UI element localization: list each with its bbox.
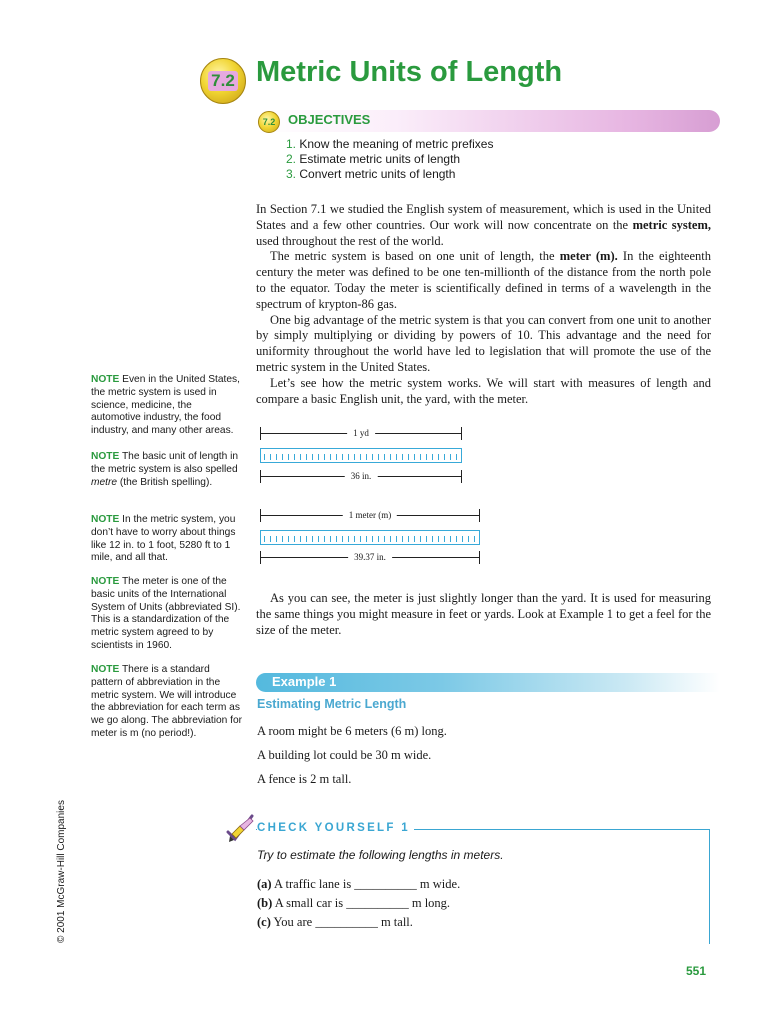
- example-subtitle: Estimating Metric Length: [257, 697, 407, 711]
- check-yourself-title: CHECK YOURSELF 1: [257, 822, 414, 834]
- meter-dimension: [260, 509, 480, 523]
- paragraph: One big advantage of the metric system is that you can convert from one unit to another by simply multiplying or dividing by powers of 10. This advantage and the need for uniformity throughout the world have led to legislation that will promote the use of the metric system in the United States.: [256, 312, 711, 374]
- meter-ruler: [260, 530, 480, 545]
- check-item: (c) You are __________ m tall.: [257, 915, 413, 929]
- paragraph: In Section 7.1 we studied the English system of measurement, which is used in the United States and a few other countries. Our work will now concentrate on the metric system, used throughout the rest of the world.: [256, 202, 711, 248]
- objectives-list: [286, 137, 493, 182]
- margin-note: NOTE The meter is one of the basic units of the International System of Units (abbreviated SI). This is a standardization of the metric system agreed to by scientists in 1960.: [91, 576, 241, 651]
- meter-inches-dimension: [260, 551, 480, 565]
- comparison-text: [256, 591, 711, 638]
- example-line: A room might be 6 meters (6 m) long.: [257, 724, 447, 738]
- margin-note: NOTE The basic unit of length in the metric system is also spelled metre (the British spelling).: [91, 451, 239, 488]
- margin-note: NOTE In the metric system, you don’t have to worry about things like 12 in. to 1 foot, 5280 ft to 1 mile, and all that.: [91, 514, 236, 564]
- margin-note: NOTE Even in the United States, the metric system is used in science, medicine, the automotive industry, the food industry, and many other areas.: [91, 374, 240, 437]
- objective-item: 1. Know the meaning of metric prefixes: [286, 137, 494, 151]
- check-item: (a) A traffic lane is __________ m wide.: [257, 877, 461, 891]
- example-label: Example 1: [272, 674, 337, 689]
- intro-text: [256, 202, 711, 407]
- page-number: 551: [686, 964, 707, 978]
- yard-inches-dimension: [260, 470, 462, 484]
- objectives-badge: 7.2: [258, 111, 280, 133]
- copyright-notice: © 2001 McGraw-Hill Companies: [56, 800, 67, 943]
- margin-note: NOTE There is a standard pattern of abbreviation in the metric system. We will introduce the abbreviation for each term as we go along. The abbreviation for meter is m (no period!).: [91, 664, 243, 739]
- objective-item: 3. Convert metric units of length: [286, 167, 456, 181]
- check-yourself-intro: Try to estimate the following lengths in meters.: [257, 848, 504, 862]
- pencil-check-icon: [226, 812, 256, 846]
- section-badge: 7.2: [200, 58, 246, 104]
- example-line: A fence is 2 m tall.: [257, 772, 352, 786]
- yard-label: 1 yd: [347, 426, 375, 440]
- inches-label: 39.37 in.: [348, 550, 392, 564]
- paragraph: As you can see, the meter is just slightly longer than the yard. It is used for measuring the same things you might measure in feet or yards. Look at Example 1 to get a feel for the size of the meter.: [256, 591, 711, 637]
- yard-ruler: [260, 448, 462, 463]
- paragraph: The metric system is based on one unit of length, the meter (m). In the eighteenth century the meter was defined to be one ten-millionth of the distance from the north pole to the equator. Today the meter is scientifically defined in terms of a wavelength in the spectrum of krypton-86 gas.: [256, 249, 712, 311]
- objective-item: 2. Estimate metric units of length: [286, 152, 461, 166]
- meter-label: 1 meter (m): [343, 508, 397, 522]
- example-line: A building lot could be 30 m wide.: [257, 748, 432, 762]
- paragraph: Let’s see how the metric system works. We will start with measures of length and compare a basic English unit, the yard, with the meter.: [256, 375, 711, 406]
- objectives-heading: OBJECTIVES: [288, 112, 371, 127]
- yard-dimension: [260, 427, 462, 441]
- inches-label: 36 in.: [345, 469, 378, 483]
- section-title: Metric Units of Length: [256, 56, 563, 88]
- check-item: (b) A small car is __________ m long.: [257, 896, 451, 910]
